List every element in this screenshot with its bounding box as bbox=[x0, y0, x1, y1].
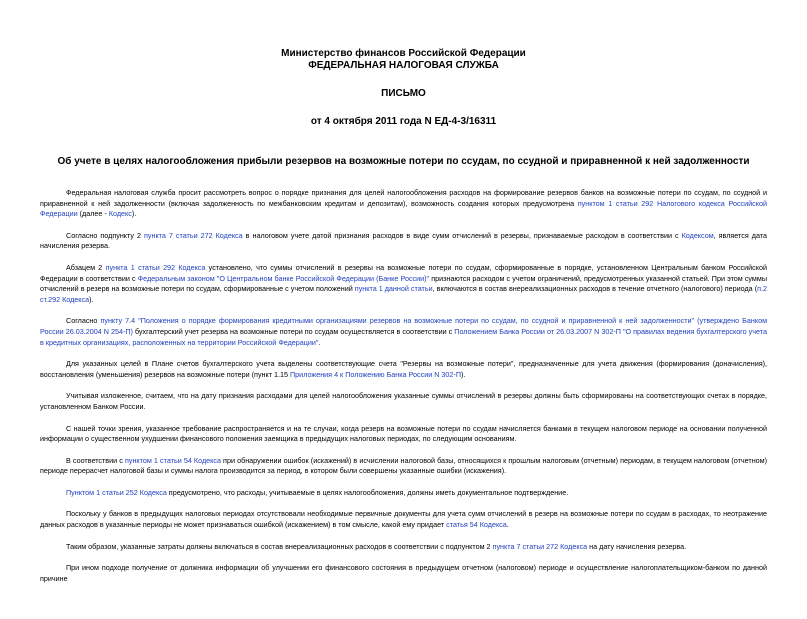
paragraph-text: При ином подходе получение от должника информации об улучшении его финансового состояния в предыдущем отчетном (налоговом) периоде и осуществление налогоплательщиком-банком по данной причине bbox=[40, 563, 767, 583]
reference-link[interactable]: пункта 7 статьи 272 Кодекса bbox=[144, 230, 243, 240]
paragraph-text: Согласно bbox=[66, 316, 101, 326]
paragraph-text: (далее - bbox=[77, 209, 109, 219]
paragraph bbox=[40, 488, 767, 499]
paragraph-text: Таким образом, указанные затраты должны включаться в состав внереализационных расходов в соответствии с подпунктом 2 bbox=[66, 541, 493, 551]
paragraph-text: . bbox=[318, 337, 321, 347]
paragraph bbox=[40, 359, 767, 380]
paragraph bbox=[40, 563, 767, 584]
reference-link[interactable]: пункта 1 статьи 292 Кодекса bbox=[105, 262, 206, 272]
document-date-number: от 4 октября 2011 года N ЕД-4-3/16311 bbox=[310, 116, 497, 127]
reference-link[interactable]: пункту 7.4 bbox=[100, 316, 136, 326]
paragraph-text: бухгалтерский учет резерва на возможные потери по ссудам осуществляется в соответствии с bbox=[132, 326, 455, 336]
paragraph-text: признаются расходом с учетом ограничений, предусмотренных указанной статьей. При этом суммы отчислений в резерв на возможные потери по ссудам, сформированные с учетом положений bbox=[40, 273, 767, 294]
document-title: Об учете в целях налогообложения прибыли резервов на возможные потери по ссудам, по ссудной и приравненной к ней задолженности bbox=[57, 156, 750, 167]
paragraph-text: Согласно подпункту 2 bbox=[66, 230, 144, 240]
paragraph-text: в налоговом учете датой признания расходов в виде сумм отчислений в резервы, признаваемые расходом в соответствии с bbox=[242, 230, 682, 240]
reference-link[interactable]: Пунктом 1 статьи 252 Кодекса bbox=[66, 487, 167, 497]
service-name: ФЕДЕРАЛЬНАЯ НАЛОГОВАЯ СЛУЖБА bbox=[308, 60, 499, 71]
reference-link[interactable]: пункта 1 данной статьи bbox=[354, 284, 433, 294]
paragraph bbox=[40, 316, 767, 348]
paragraph-text: С нашей точки зрения, указанное требование распространяется и на те случаи, когда резерв на возможные потери по ссудам начисляется банками в текущем налоговом периоде на основании полученной информации о существенном ухудшении финансового положения заемщика в предыдущих налоговых периодах, по следующим основаниям. bbox=[40, 423, 767, 444]
reference-link[interactable]: Приложения 4 к Положению Банка России N 302-П bbox=[290, 369, 461, 379]
document-page bbox=[0, 48, 807, 619]
reference-link[interactable]: Кодексом bbox=[681, 230, 714, 240]
document-body bbox=[40, 188, 767, 584]
paragraph-text: . bbox=[506, 520, 509, 530]
paragraph-text: предусмотрено, что расходы, учитываемые в целях налогообложения, должны иметь документальное подтверждение. bbox=[166, 487, 569, 497]
reference-link[interactable]: Кодекс bbox=[108, 209, 132, 219]
paragraph bbox=[40, 542, 767, 553]
reference-link[interactable]: п.2 ст.292 Кодекса bbox=[40, 284, 767, 304]
reference-link[interactable]: (утверждено Банком России 26.03.2004 N 254-П) bbox=[40, 316, 768, 336]
paragraph-text: ). bbox=[131, 209, 137, 219]
paragraph-text: Абзацем 2 bbox=[66, 262, 106, 272]
paragraph bbox=[40, 424, 767, 445]
paragraph bbox=[40, 231, 767, 252]
paragraph-text: при обнаружении ошибок (искажений) в исчислении налоговой базы, относящихся к прошлым налоговым (отчетным) периодам, в текущем налоговом (отчетном) периоде перерасчет налоговой базы и суммы налога производится за период, в котором были совершены указанные ошибки (искажения). bbox=[40, 455, 767, 476]
paragraph-text: ). bbox=[460, 369, 466, 379]
paragraph-text: Федеральная налоговая служба просит рассмотреть вопрос о порядке признания для целей налогообложения расходов на формирование резервов банков на возможные потери по ссудам, по ссудной и приравненной к ней задолженности (включая задолженность по межбанковским кредитам и депозитам), возможность создания которых предусмотрена bbox=[40, 188, 767, 208]
paragraph-text: установлено, что суммы отчислений в резервы на возможные потери по ссудам, сформированные в порядке, установленном Центральным банком Российской Федерации в соответствии с bbox=[40, 262, 767, 283]
paragraph-text: ). bbox=[89, 294, 94, 304]
paragraph bbox=[40, 391, 767, 412]
paragraph bbox=[40, 188, 767, 220]
paragraph-text: В соответствии с bbox=[66, 455, 125, 465]
document-header bbox=[40, 48, 767, 168]
reference-link[interactable]: пунктом 1 статьи 292 Налогового кодекса Российской Федерации bbox=[40, 198, 767, 219]
paragraph-text: Для указанных целей в Плане счетов бухгалтерского учета выделены соответствующие счета "Резервы на возможные потери", предназначенные для учета движения (формирования (доначисления), восстановления (уменьшения) резервов на возможные потери (пункт 1.15 bbox=[40, 359, 767, 379]
paragraph-text: Поскольку у банков в предыдущих налоговых периодах отсутствовали необходимые первичные документы для учета сумм отчислений в резерв на возможные потери по ссудам в расходах, то неотражение данных расходов в указанные периоды не может признаваться ошибкой (искажением) в том смысле, какой ему придает bbox=[40, 509, 767, 530]
reference-link[interactable]: статья 54 Кодекса bbox=[446, 520, 507, 530]
paragraph-text: , включаются в состав внереализационных расходов в течение отчетного (налогового) периода ( bbox=[432, 284, 758, 294]
reference-link[interactable]: "Положения о порядке формирования кредитными организациями резервов на возможные потери по ссудам, по ссудной и приравненной к ней задолженности" bbox=[138, 316, 695, 326]
paragraph bbox=[40, 509, 767, 530]
ministry-name: Министерство финансов Российской Федерации bbox=[281, 48, 526, 59]
paragraph-text: на дату начисления резерва. bbox=[587, 541, 687, 551]
reference-link[interactable]: пункта 7 статьи 272 Кодекса bbox=[492, 541, 588, 551]
paragraph bbox=[40, 263, 767, 305]
paragraph-text: Учитывая изложенное, считаем, что на дату признания расходами для целей налогообложения указанные суммы отчислений в резервы должны быть сформированы на соответствующих счетах в порядке, установленном Банком России. bbox=[40, 391, 767, 411]
reference-link[interactable]: Федеральным законом "О Центральном банке Российской Федерации (Банке России)" bbox=[137, 273, 430, 283]
paragraph-text: , является дата начисления резерва. bbox=[40, 230, 767, 251]
paragraph bbox=[40, 456, 767, 477]
reference-link[interactable]: Положением Банка России от 26.03.2007 N 302-П "О правилах ведения бухгалтерского учета в кредитных организациях, расположенных на территории Российской Федерации" bbox=[40, 326, 767, 347]
reference-link[interactable]: пунктом 1 статьи 54 Кодекса bbox=[124, 455, 221, 465]
document-type: ПИСЬМО bbox=[381, 88, 426, 99]
